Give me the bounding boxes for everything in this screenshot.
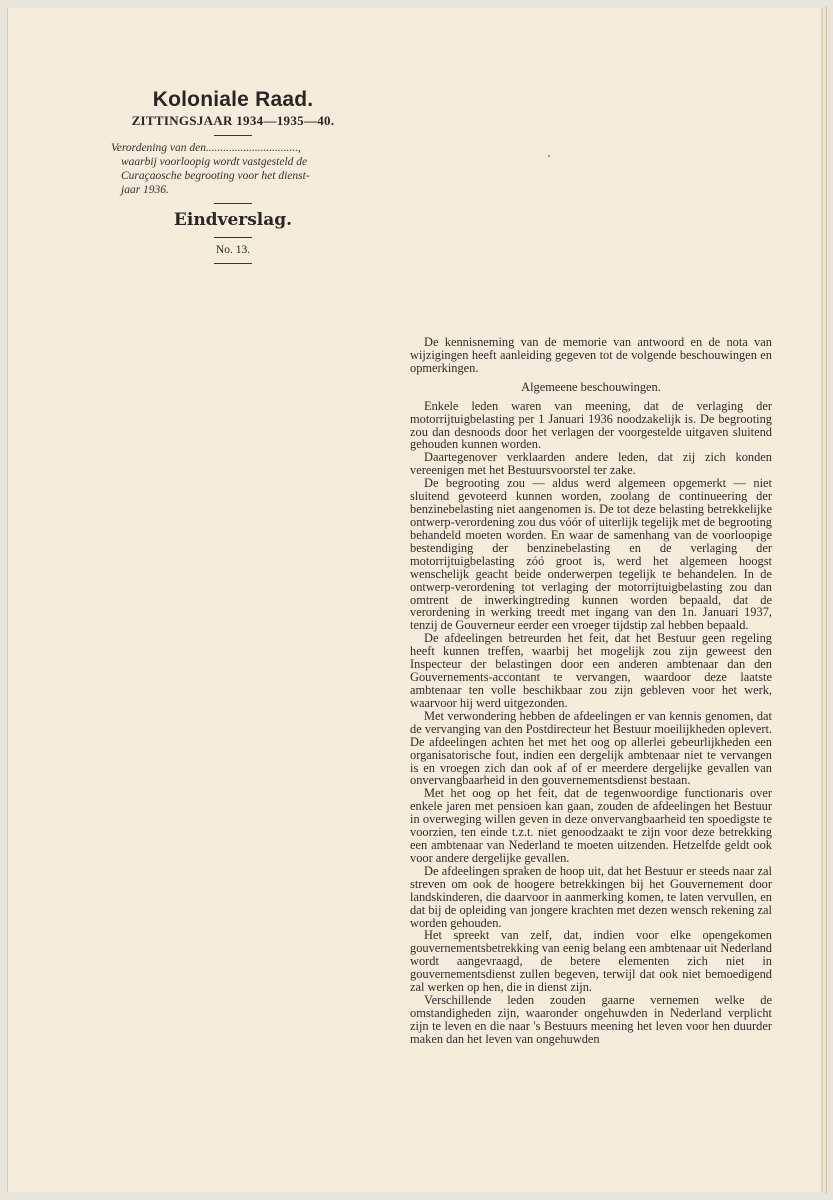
section-heading: Algemeene beschouwingen. xyxy=(521,379,661,394)
paragraph: Het spreekt van zelf, dat, indien voor elke opengekomen gouvernementsbetrekking van eenig belang een ambtenaar uit Nederland wordt aangevraagd, de betere elementen zich niet in gouvernementsdienst zullen begeven, terwijl dat ook niet bemoedigend zal werken op hen, die in dienst zijn. xyxy=(410,928,772,995)
paragraph: Daartegenover verklaarden andere leden, dat zij zich konden vereenigen met het Bestuursvoorstel ter zake. xyxy=(410,450,772,478)
subject-text xyxy=(111,141,356,197)
paragraph: De afdeelingen spraken de hoop uit, dat het Bestuur er steeds naar zal streven om ook de hoogere betrekkingen bij het Gouvernement door landskinderen, die daarvoor in aanmerking komen, te laten vervullen, en dat bij de opleiding van jongere krachten met dezen wensch rekening zal worden gehouden. xyxy=(410,863,772,930)
subject-line: Curaçaosche begrooting voor het dienst- xyxy=(121,170,310,182)
divider xyxy=(214,263,252,264)
council-title: Koloniale Raad. xyxy=(152,88,314,111)
report-title: Eindverslag. xyxy=(173,210,293,230)
session-year: ZITTINGSJAAR 1934—1935—40. xyxy=(131,113,335,128)
paragraph: Met verwondering hebben de afdeelingen er van kennis genomen, dat de vervanging van den Postdirecteur het Bestuur moeilijkheden oplevert. De afdeelingen achten het met het oog op allerlei gebeurlijkheden een organisatorische fout, indien een dergelijk ambtenaar niet te vervangen is en vroegen zich dan ook af of er meerdere dergelijke gevallen van onvervangbaarheid in den gouvernementsdienst bestaan. xyxy=(410,708,772,788)
paragraph: Enkele leden waren van meening, dat de verlaging der motorrijtuigbelasting per 1 Januari 1936 noodzakelijk is. De begrooting zou dan desnoods door het verlagen der voorgestelde uitgaven sluitend gehouden kunnen worden. xyxy=(410,398,772,452)
paragraph: De afdeelingen betreurden het feit, dat het Bestuur geen regeling heeft kunnen treffen, waarbij het mogelijk zou zijn geweest den Inspecteur der belastingen door een anderen ambtenaar dan den Gouvernements-accontant te vervangen, waardoor deze laatste ambtenaar ten volle beschikbaar zou zijn gebleven voor het werk, waarvoor hij werd uitgezonden. xyxy=(410,631,772,710)
divider xyxy=(214,203,252,204)
subject-line: jaar 1936. xyxy=(121,184,169,196)
subject-line: waarbij voorloopig wordt vastgesteld de xyxy=(121,156,308,168)
report-body xyxy=(410,336,772,1046)
document-header xyxy=(108,87,358,269)
paper-speck xyxy=(548,155,550,157)
intro-paragraph: De kennisneming van de memorie van antwoord en de nota van wijzigingen heeft aanleiding gegeven tot de volgende beschouwingen en opmerkingen. xyxy=(410,335,772,375)
paragraph: De begrooting zou — aldus werd algemeen opgemerkt — niet sluitend gevoteerd kunnen worden, zoolang de continueering der benzinebelasting niet aangenomen is. De tot deze belasting betrekkelijke ontwerp-verordening zou dus vóór of uiterlijk tegelijk met de begrooting behandeld moeten worden. En waar de samenhang van de voorloopige bestendiging der benzinebelasting en de verlaging der motorrijtuigbelasting zóó groot is, werd het algemeen hoogst wenschelijk geacht beide onderwerpen tegelijk te behandelen. In de ontwerp-verordening tot verlaging der motorrijtuigbelasting zou dan omtrent de inwerkingtreding kunnen worden bepaald, dat de verordening in werking treedt met ingang van den 1n. Januari 1937, tenzij de Gouverneur eerder een vroeger tijdstip zal hebben bepaald. xyxy=(410,476,772,633)
page-edge xyxy=(823,6,827,1194)
document-number: No. 13. xyxy=(215,244,251,256)
divider xyxy=(214,237,252,238)
paragraph: Met het oog op het feit, dat de tegenwoordige functionaris over enkele jaren met pensioen kan gaan, zouden de afdeelingen het Bestuur in overweging willen geven in deze onvervangbaarheid ten spoedigste te voorzien, ten einde t.z.t. niet genoodzaakt te zijn voor deze betrekking een ambtenaar van Nederland te moeten uitzenden. Hetzelfde geldt ook voor andere dergelijke gevallen. xyxy=(410,786,772,865)
divider xyxy=(214,135,252,136)
subject-line: Verordening van den................................, xyxy=(111,142,301,154)
paragraph: Verschillende leden zouden gaarne vernemen welke de omstandigheden zijn, waaronder ongehuwden in Nederland verplicht zijn te leven en die naar 's Bestuurs meening het leven voor hen duurder maken dan het leven van ongehuwden xyxy=(410,993,772,1046)
